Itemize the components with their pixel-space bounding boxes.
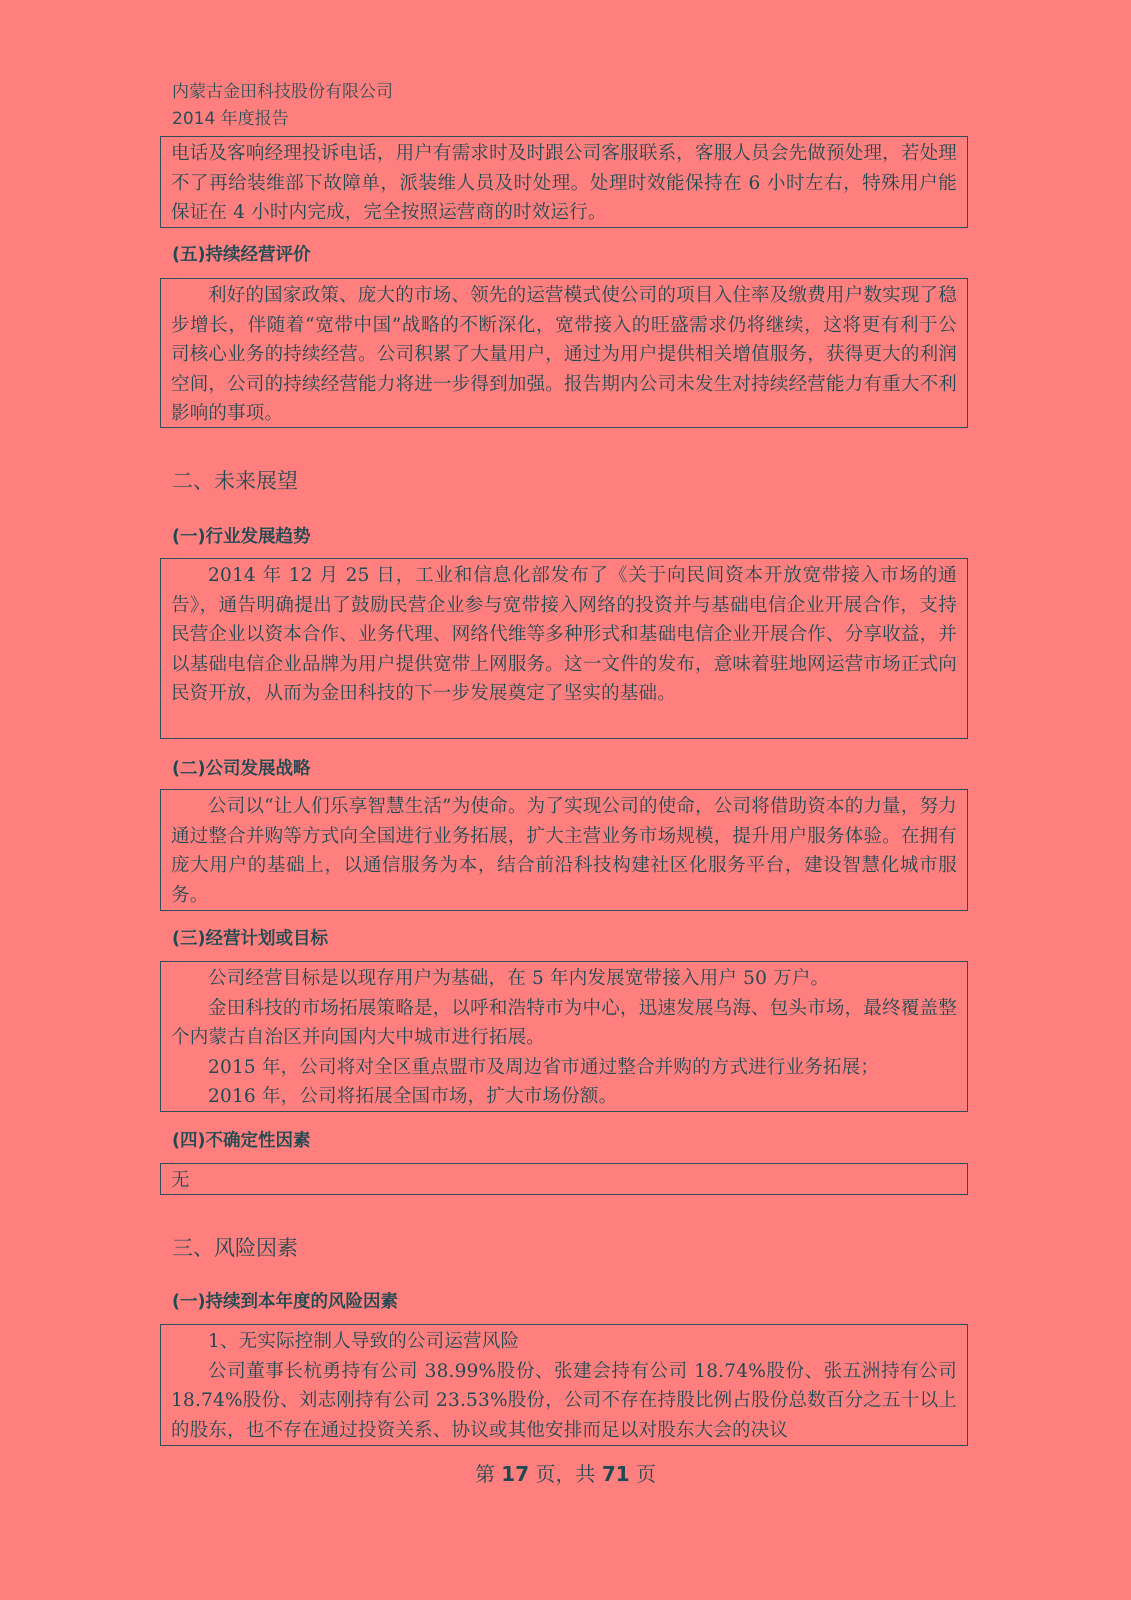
subsection-title: (二)公司发展战略 [172,759,311,779]
paragraph: 公司经营目标是以现存用户为基础，在 5 年内发展宽带接入用户 50 万户。 [208,968,830,989]
page-footer [0,1458,1131,1487]
subsection-title: (三)经营计划或目标 [172,929,328,949]
total-page-count: 71 [601,1462,630,1486]
text-box-business-plan [160,961,968,1112]
subsection-title: (四)不确定性因素 [172,1131,311,1151]
section-title: 三、风险因素 [172,1236,298,1260]
paragraph: 公司以“让人们乐享智慧生活”为使命。为了实现公司的使命，公司将借助资本的力量，努力通过整合并购等方式向全国进行业务拓展，扩大主营业务市场规模，提升用户服务体验。在拥有庞大用户的基础上，以通信服务为本，结合前沿科技构建社区化服务平台，建设智慧化城市服务。 [171,796,957,906]
footer-prefix: 第 [474,1462,495,1486]
text-box-strategy [160,789,968,911]
text-box-continuing-operations [160,278,968,428]
text-box-uncertainty [160,1163,968,1195]
section-title: 二、未来展望 [172,469,298,493]
text-box-industry-trend [160,558,968,739]
paragraph: 公司董事长杭勇持有公司 38.99%股份、张建会持有公司 18.74%股份、张五洲持有公司 18.74%股份、刘志刚持有公司 23.53%股份，公司不存在持股比例占股份总数百分之五十以上的股东，也不存在通过投资关系、协议或其他安排而足以对股东大会的决议 [171,1360,957,1441]
text-box-risk-factors [160,1324,968,1446]
paragraph: 无 [171,1170,190,1191]
paragraph: 2015 年，公司将对全区重点盟市及周边省市通过整合并购的方式进行业务拓展； [208,1056,880,1078]
paragraph: 电话及客响经理投诉电话，用户有需求时及时跟公司客服联系，客服人员会先做预处理，若处理不了再给装维部下故障单，派装维人员及时处理。处理时效能保持在 6 小时左右，特殊用户能保证在 4 小时内完成，完全按照运营商的时效运行。 [171,143,957,223]
text-box-service [160,136,968,228]
header-company: 内蒙古金田科技股份有限公司 [172,82,393,102]
subsection-title: (一)行业发展趋势 [172,527,311,547]
current-page-number: 17 [501,1462,530,1486]
subsection-title: (一)持续到本年度的风险因素 [172,1292,398,1312]
subsection-title: (五)持续经营评价 [172,245,311,265]
footer-suffix: 页 [636,1462,657,1486]
footer-mid: 页，共 [535,1462,596,1486]
paragraph: 2016 年，公司将拓展全国市场，扩大市场份额。 [208,1086,618,1107]
header-report-year: 2014 年度报告 [172,109,289,129]
paragraph: 利好的国家政策、庞大的市场、领先的运营模式使公司的项目入住率及缴费用户数实现了稳步增长，伴随着“宽带中国”战略的不断深化，宽带接入的旺盛需求仍将继续，这将更有利于公司核心业务的持续经营。公司积累了大量用户，通过为用户提供相关增值服务，获得更大的利润空间，公司的持续经营能力将进一步得到加强。报告期内公司未发生对持续经营能力有重大不利影响的事项。 [171,285,957,424]
paragraph: 1、无实际控制人导致的公司运营风险 [208,1331,520,1352]
paragraph: 金田科技的市场拓展策略是，以呼和浩特市为中心，迅速发展乌海、包头市场，最终覆盖整个内蒙古自治区并向国内大中城市进行拓展。 [171,997,957,1048]
paragraph: 2014 年 12 月 25 日，工业和信息化部发布了《关于向民间资本开放宽带接入市场的通告》，通告明确提出了鼓励民营企业参与宽带接入网络的投资并与基础电信企业开展合作，支持民营企业以资本合作、业务代理、网络代维等多种形式和基础电信企业开展合作、分享收益，并以基础电信企业品牌为用户提供宽带上网服务。这一文件的发布，意味着驻地网运营市场正式向民资开放，从而为金田科技的下一步发展奠定了坚实的基础。 [171,565,957,704]
